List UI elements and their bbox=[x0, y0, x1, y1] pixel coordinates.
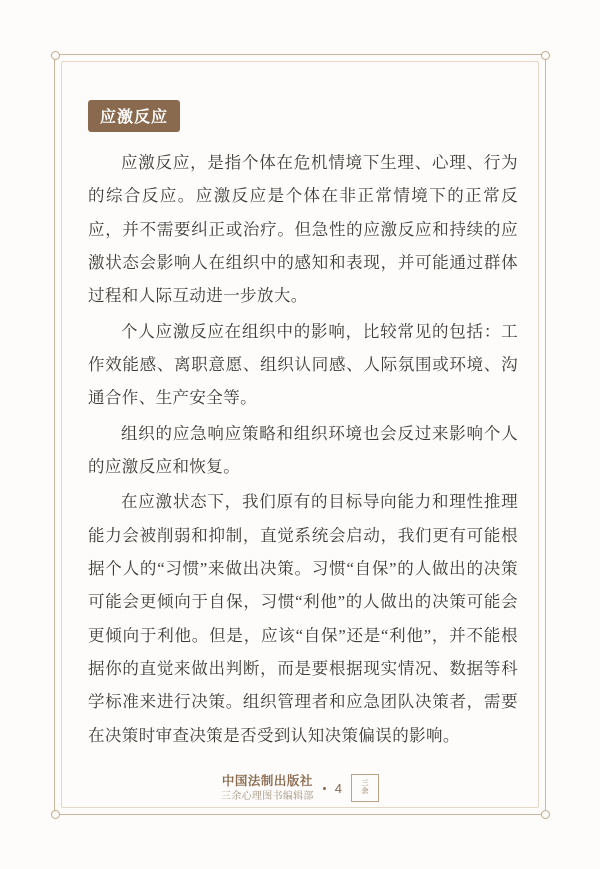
paragraph: 个人应激反应在组织中的影响，比较常见的包括：工作效能感、离职意愿、组织认同感、人际氛围或环境、沟通合作、生产安全等。 bbox=[88, 321, 518, 408]
page-footer bbox=[0, 772, 600, 803]
corner-ornament-bottom-left bbox=[51, 810, 60, 819]
logo-line-2: 余 bbox=[361, 788, 369, 796]
corner-ornament-top-right bbox=[541, 51, 550, 60]
publisher-department: 三余心理图书编辑部 bbox=[221, 790, 314, 802]
paragraph: 应激反应，是指个体在危机情境下生理、心理、行为的综合反应。应激反应是个体在非正常情境下的正常反应，并不需要纠正或治疗。但急性的应激反应和持续的应激状态会影响人在组织中的感知和表现，并可能通过群体过程和人际互动进一步放大。 bbox=[88, 153, 518, 306]
page-content bbox=[88, 100, 518, 754]
publisher-mark bbox=[221, 774, 314, 803]
publisher-name: 中国法制出版社 bbox=[221, 773, 313, 788]
paragraph: 在应激状态下，我们原有的目标导向能力和理性推理能力会被削弱和抑制，直觉系统会启动，我们更有可能根据个人的“习惯”来做出决策。习惯“自保”的人做出的决策可能会更倾向于自保，习惯“利他”的人做出的决策可能会更倾向于利他。但是，应该“自保”还是“利他”，并不能根据你的直觉来做出判断，而是要根据现实情况、数据等科学标准来进行决策。组织管理者和应急团队决策者，需要在决策时审查决策是否受到认知决策偏误的影响。 bbox=[88, 492, 518, 745]
publisher-logo-icon bbox=[351, 774, 379, 802]
logo-line-1: 三 bbox=[361, 780, 369, 788]
section-title-badge: 应激反应 bbox=[88, 100, 180, 132]
paragraph: 组织的应急响应策略和组织环境也会反过来影响个人的应激反应和恢复。 bbox=[88, 423, 518, 476]
corner-ornament-top-left bbox=[51, 51, 60, 60]
corner-ornament-bottom-right bbox=[541, 810, 550, 819]
footer-dot-icon bbox=[323, 787, 326, 790]
body-text bbox=[88, 146, 518, 752]
page-number: 4 bbox=[334, 780, 342, 796]
